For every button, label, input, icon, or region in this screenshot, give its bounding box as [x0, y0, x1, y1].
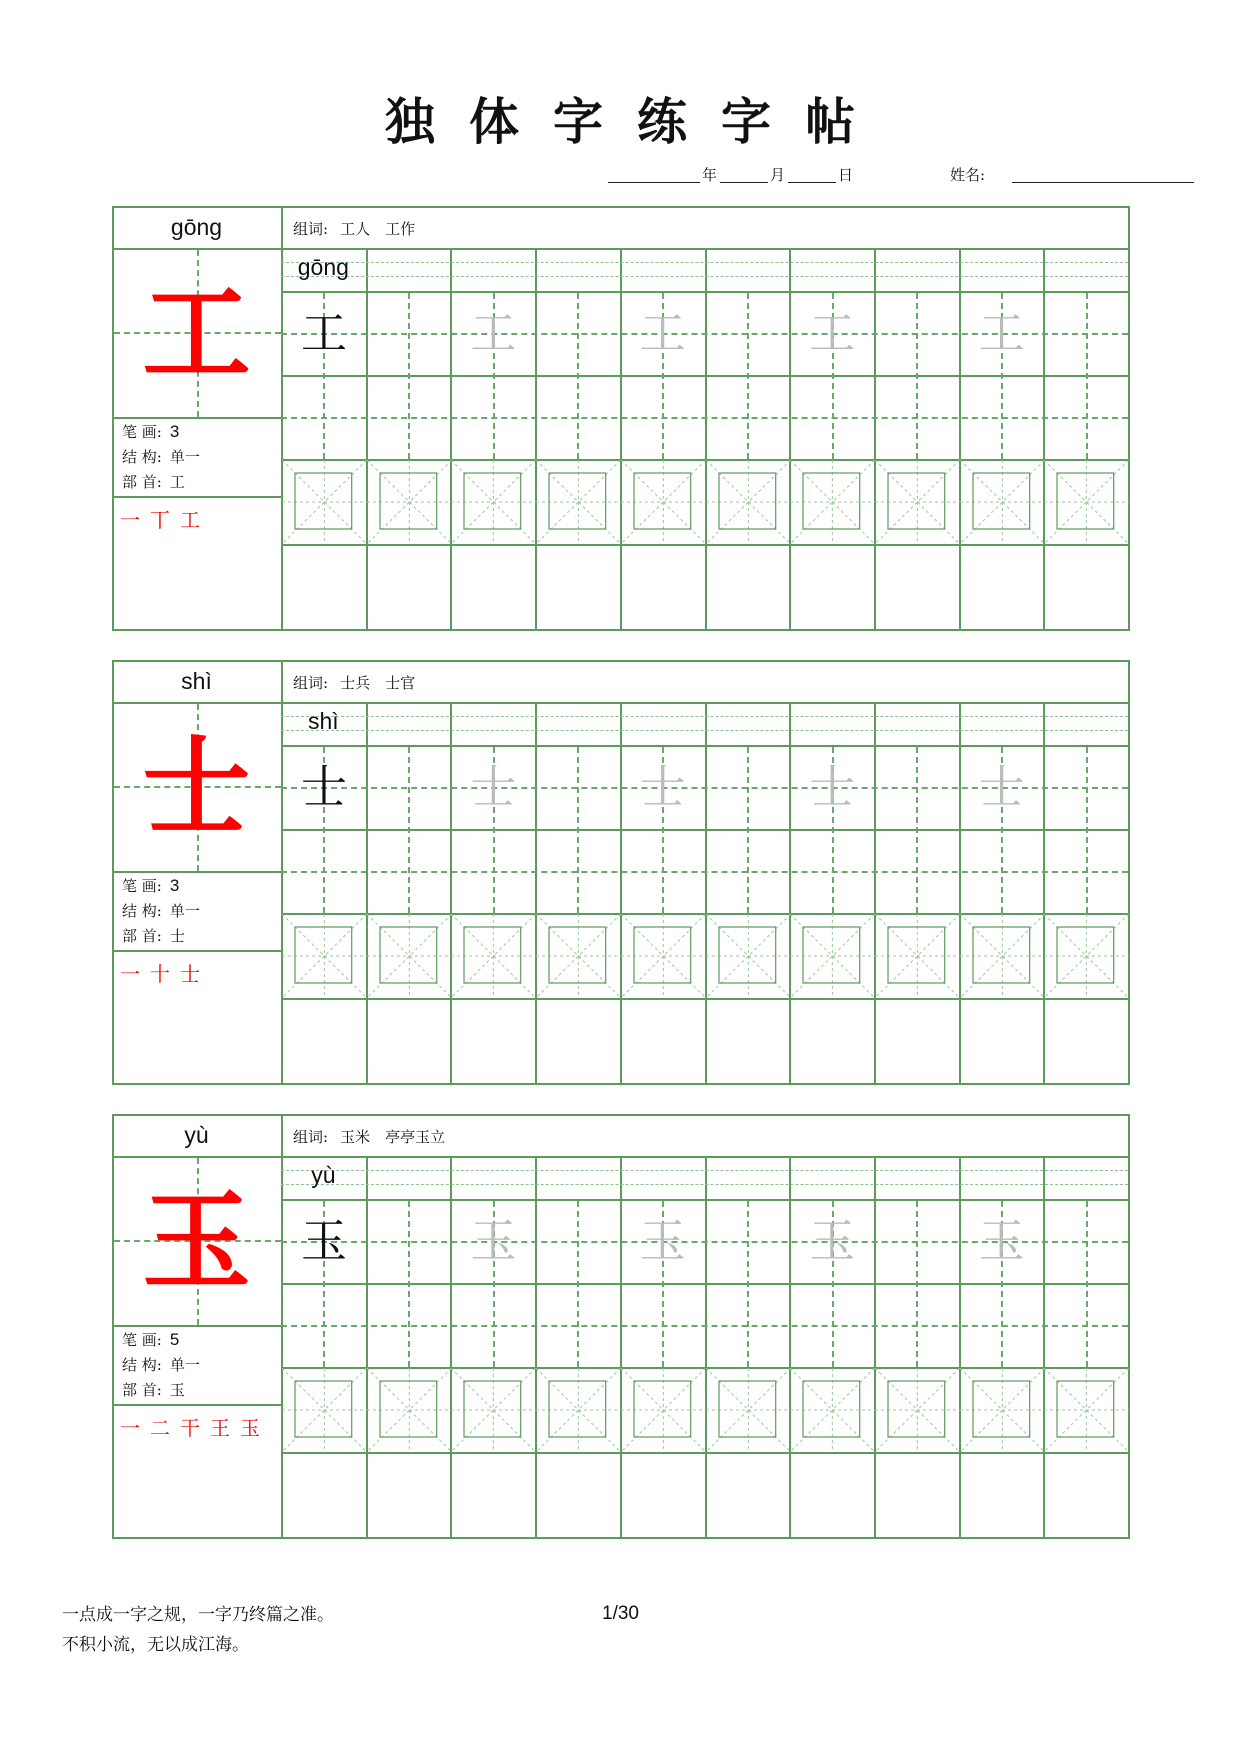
stroke-step: 士	[180, 962, 200, 986]
stroke-order	[120, 504, 210, 533]
pinyin-guide	[281, 262, 1128, 263]
practice-pinyin: shì	[308, 708, 339, 734]
stroke-step: 一	[120, 962, 140, 986]
stroke-step: 一	[120, 508, 140, 532]
free-writing-cell[interactable]	[789, 1452, 874, 1537]
stroke-step: 二	[150, 1416, 170, 1440]
stroke-step: 玉	[240, 1416, 260, 1440]
char-block	[112, 660, 1128, 1083]
name-label: 姓名:	[950, 166, 986, 184]
stroke-step: 丅	[150, 508, 170, 532]
pinyin-header: yù	[184, 1122, 209, 1148]
info-structure	[122, 1354, 200, 1375]
mizi-grid-cell[interactable]	[282, 1368, 367, 1453]
words-label: 组词:	[293, 674, 329, 692]
trace-char[interactable]: 工	[639, 306, 686, 360]
writing-cell[interactable]	[1043, 291, 1128, 375]
day-label: 日	[838, 166, 854, 184]
footer-quote-1: 一点成一字之规，一字乃终篇之准。	[62, 1605, 334, 1625]
free-writing-cell[interactable]	[535, 998, 620, 1083]
writing-cell[interactable]	[874, 291, 959, 375]
writing-cell[interactable]	[705, 1199, 790, 1283]
month-blank[interactable]	[720, 182, 768, 183]
mizi-grid-cell[interactable]	[367, 460, 452, 545]
writing-cell[interactable]	[1043, 1199, 1128, 1283]
mizi-grid-cell[interactable]	[706, 1368, 791, 1453]
info-structure	[122, 446, 200, 467]
free-writing-cell[interactable]	[281, 544, 366, 629]
footer-quote-2: 不积小流，无以成江海。	[62, 1635, 249, 1655]
free-writing-cell[interactable]	[874, 544, 959, 629]
free-writing-cell[interactable]	[620, 544, 705, 629]
grid-line	[112, 629, 1128, 631]
words-row	[293, 672, 415, 693]
free-writing-cell[interactable]	[1043, 1452, 1128, 1537]
structure-value: 单一	[169, 448, 200, 466]
mizi-grid-cell[interactable]	[790, 1368, 875, 1453]
words-row	[293, 218, 415, 239]
mizi-grid-cell[interactable]	[621, 914, 706, 999]
free-writing-cell[interactable]	[450, 544, 535, 629]
grid-line	[112, 206, 1128, 208]
pinyin-guide	[281, 1170, 1128, 1171]
mizi-grid-cell[interactable]	[451, 460, 536, 545]
pinyin-header: shì	[181, 668, 212, 694]
writing-cell[interactable]	[366, 745, 451, 829]
year-blank[interactable]	[608, 182, 700, 183]
stroke-count-label: 笔 画:	[122, 877, 162, 895]
free-writing-cell[interactable]	[366, 1452, 451, 1537]
stroke-count-label: 笔 画:	[122, 1331, 162, 1349]
trace-char[interactable]: 玉	[470, 1214, 517, 1268]
info-radical	[122, 925, 185, 946]
radical-value: 玉	[169, 1381, 185, 1399]
year-label: 年	[702, 166, 718, 184]
writing-cell[interactable]	[535, 1199, 620, 1283]
stroke-count-label: 笔 画:	[122, 423, 162, 441]
mizi-grid-cell[interactable]	[536, 1368, 621, 1453]
free-writing-cell[interactable]	[1043, 544, 1128, 629]
mizi-grid-cell[interactable]	[875, 1368, 960, 1453]
stroke-step: 一	[120, 1416, 140, 1440]
pinyin-guide	[281, 716, 1128, 717]
free-writing-cell[interactable]	[959, 998, 1044, 1083]
free-writing-cell[interactable]	[705, 1452, 790, 1537]
free-writing-cell[interactable]	[959, 544, 1044, 629]
mizi-grid-cell[interactable]	[451, 914, 536, 999]
trace-char[interactable]: 工	[809, 306, 856, 360]
free-writing-cell[interactable]	[789, 998, 874, 1083]
name-blank[interactable]	[1012, 182, 1194, 183]
mizi-grid-cell[interactable]	[706, 460, 791, 545]
radical-value: 工	[169, 473, 185, 491]
char-block	[112, 206, 1128, 629]
stroke-order	[120, 958, 210, 987]
month-label: 月	[770, 166, 786, 184]
free-writing-cell[interactable]	[789, 544, 874, 629]
grid-line	[1128, 1114, 1130, 1539]
pinyin-guide	[281, 730, 1128, 731]
free-writing-cell[interactable]	[535, 1452, 620, 1537]
free-writing-cell[interactable]	[620, 998, 705, 1083]
free-writing-cell[interactable]	[535, 544, 620, 629]
mizi-grid-cell[interactable]	[960, 1368, 1045, 1453]
words-value: 工人 工作	[340, 220, 416, 238]
radical-label: 部 首:	[122, 927, 162, 945]
structure-label: 结 构:	[122, 902, 162, 920]
mizi-grid-cell[interactable]	[790, 460, 875, 545]
words-label: 组词:	[293, 220, 329, 238]
radical-value: 士	[169, 927, 185, 945]
grid-line	[112, 1114, 1128, 1116]
trace-char[interactable]: 士	[639, 760, 686, 814]
page-title: 独体字练字帖	[385, 92, 889, 151]
stroke-step: 工	[180, 508, 200, 532]
writing-cell[interactable]	[535, 745, 620, 829]
info-structure	[122, 900, 200, 921]
grid-line	[112, 950, 281, 952]
mizi-grid-cell[interactable]	[960, 914, 1045, 999]
mizi-grid-cell[interactable]	[790, 914, 875, 999]
writing-cell[interactable]	[366, 1199, 451, 1283]
pinyin-header: gōng	[170, 214, 223, 240]
writing-cell[interactable]	[366, 291, 451, 375]
info-stroke-count	[122, 875, 179, 896]
free-writing-cell[interactable]	[450, 1452, 535, 1537]
stroke-order	[120, 1412, 270, 1441]
writing-cell[interactable]	[705, 291, 790, 375]
info-stroke-count	[122, 1329, 179, 1350]
pinyin-guide	[281, 1184, 1128, 1185]
stroke-count-value: 3	[169, 422, 180, 441]
words-value: 玉米 亭亭玉立	[340, 1128, 446, 1146]
free-writing-cell[interactable]	[450, 998, 535, 1083]
info-radical	[122, 471, 185, 492]
free-writing-cell[interactable]	[959, 1452, 1044, 1537]
free-writing-cell[interactable]	[366, 544, 451, 629]
trace-char[interactable]: 玉	[639, 1214, 686, 1268]
day-blank[interactable]	[788, 182, 836, 183]
free-writing-cell[interactable]	[874, 998, 959, 1083]
mizi-grid-cell[interactable]	[875, 460, 960, 545]
grid-line	[112, 1083, 1128, 1085]
mizi-grid-cell[interactable]	[1044, 460, 1129, 545]
writing-cell[interactable]	[874, 745, 959, 829]
mizi-grid-cell[interactable]	[367, 1368, 452, 1453]
free-writing-cell[interactable]	[281, 1452, 366, 1537]
grid-line	[112, 660, 1128, 662]
radical-label: 部 首:	[122, 1381, 162, 1399]
page-number: 1/30	[602, 1603, 639, 1624]
info-radical	[122, 1379, 185, 1400]
mizi-grid-cell[interactable]	[706, 914, 791, 999]
grid-line	[112, 496, 281, 498]
trace-char[interactable]: 士	[978, 760, 1025, 814]
free-writing-cell[interactable]	[705, 998, 790, 1083]
mizi-grid-cell[interactable]	[367, 914, 452, 999]
trace-char[interactable]: 工	[470, 306, 517, 360]
structure-label: 结 构:	[122, 1356, 162, 1374]
mizi-grid-cell[interactable]	[282, 914, 367, 999]
info-stroke-count	[122, 421, 179, 442]
stroke-step: 王	[210, 1416, 230, 1440]
trace-char[interactable]: 玉	[809, 1214, 856, 1268]
mizi-grid-cell[interactable]	[621, 1368, 706, 1453]
mizi-grid-cell[interactable]	[621, 460, 706, 545]
words-value: 士兵 士官	[340, 674, 416, 692]
mizi-grid-cell[interactable]	[1044, 914, 1129, 999]
stroke-step: 干	[180, 1416, 200, 1440]
trace-char[interactable]: 士	[470, 760, 517, 814]
grid-line	[1128, 206, 1130, 631]
free-writing-cell[interactable]	[620, 1452, 705, 1537]
radical-label: 部 首:	[122, 473, 162, 491]
model-character: 士	[142, 725, 251, 851]
mizi-grid-cell[interactable]	[282, 460, 367, 545]
structure-value: 单一	[169, 1356, 200, 1374]
pinyin-guide	[281, 276, 1128, 277]
model-character: 工	[142, 271, 251, 397]
mizi-grid-cell[interactable]	[536, 914, 621, 999]
practice-pinyin: yù	[311, 1162, 336, 1188]
mizi-grid-cell[interactable]	[1044, 1368, 1129, 1453]
trace-char[interactable]: 工	[978, 306, 1025, 360]
grid-line	[1128, 660, 1130, 1085]
structure-value: 单一	[169, 902, 200, 920]
trace-char[interactable]: 士	[809, 760, 856, 814]
free-writing-cell[interactable]	[1043, 998, 1128, 1083]
free-writing-cell[interactable]	[366, 998, 451, 1083]
char-block	[112, 1114, 1128, 1537]
stroke-step: 十	[150, 962, 170, 986]
writing-cell[interactable]	[874, 1199, 959, 1283]
practice-example-char: 士	[301, 760, 347, 814]
free-writing-cell[interactable]	[874, 1452, 959, 1537]
words-label: 组词:	[293, 1128, 329, 1146]
trace-char[interactable]: 玉	[978, 1214, 1025, 1268]
writing-cell[interactable]	[705, 745, 790, 829]
writing-cell[interactable]	[1043, 745, 1128, 829]
mizi-grid-cell[interactable]	[536, 460, 621, 545]
free-writing-cell[interactable]	[281, 998, 366, 1083]
mizi-grid-cell[interactable]	[451, 1368, 536, 1453]
grid-line	[112, 1537, 1128, 1539]
stroke-count-value: 5	[169, 1330, 180, 1349]
mizi-grid-cell[interactable]	[875, 914, 960, 999]
writing-cell[interactable]	[535, 291, 620, 375]
practice-pinyin: gōng	[297, 254, 349, 280]
free-writing-cell[interactable]	[705, 544, 790, 629]
model-character: 玉	[142, 1179, 251, 1305]
practice-example-char: 玉	[301, 1214, 347, 1268]
practice-example-char: 工	[301, 306, 347, 360]
words-row	[293, 1126, 445, 1147]
mizi-grid-cell[interactable]	[960, 460, 1045, 545]
grid-line	[112, 1404, 281, 1406]
stroke-count-value: 3	[169, 876, 180, 895]
structure-label: 结 构:	[122, 448, 162, 466]
